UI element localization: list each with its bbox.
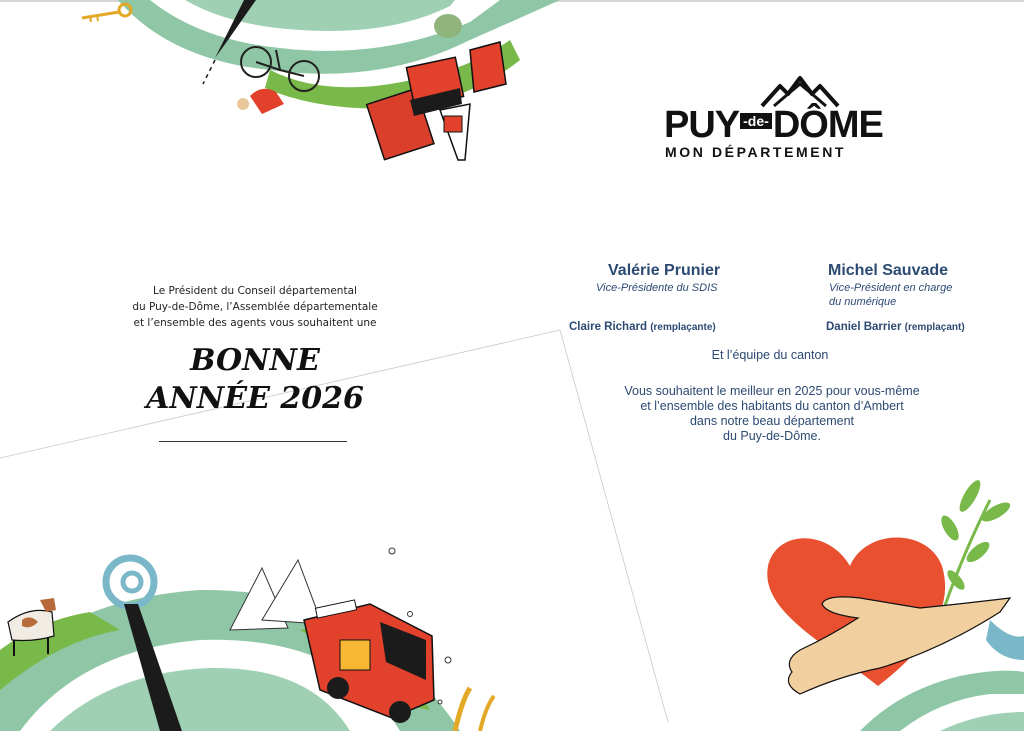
greeting-line: Le Président du Conseil départemental	[153, 285, 357, 297]
logo-puy: PUY	[664, 104, 740, 146]
substitute-name: Daniel Barrier	[826, 321, 902, 333]
headline-divider	[159, 441, 347, 442]
signatory-right-name: Michel Sauvade	[828, 262, 949, 279]
greeting-text	[110, 283, 400, 331]
logo-dome: DÔME	[772, 104, 883, 146]
signatory-left-role: Vice-Présidente du SDIS	[596, 282, 718, 294]
headline-line-2: ANNÉE 2026	[146, 381, 364, 416]
wheat-icon	[455, 688, 494, 731]
greeting-line: du Puy-de-Dôme, l’Assemblée départementale	[132, 301, 378, 313]
key-icon	[82, 4, 131, 22]
signatory-left-substitute	[569, 321, 716, 333]
mountain-logo-icon	[760, 72, 840, 108]
signatory-right-role	[829, 281, 952, 309]
canton-team-line: Et l’équipe du canton	[711, 348, 829, 362]
headline-line-1: BONNE	[190, 343, 320, 378]
message-line: dans notre beau département	[689, 414, 854, 428]
at-sign-icon	[106, 558, 154, 606]
puy-de-dome-logo	[660, 70, 883, 160]
signatory-left-name: Valérie Prunier	[608, 262, 721, 279]
signatory-right-substitute	[826, 321, 965, 333]
greeting-line: et l’ensemble des agents vous souhaitent une	[133, 317, 377, 329]
message-line: du Puy-de-Dôme.	[723, 429, 821, 443]
substitute-label: (remplaçante)	[650, 322, 716, 333]
logo-de: -de-	[740, 113, 772, 129]
substitute-name: Claire Richard	[569, 321, 647, 333]
new-year-headline	[110, 342, 400, 418]
substitute-label: (remplaçant)	[904, 322, 965, 333]
wishes-message	[600, 384, 944, 444]
role-line: du numérique	[829, 296, 897, 308]
logo-tagline: MON DÉPARTEMENT	[665, 144, 847, 160]
logo-wordmark	[664, 106, 883, 144]
message-line: Vous souhaitent le meilleur en 2025 pour vous-même	[624, 384, 920, 398]
message-line: et l’ensemble des habitants du canton d’Ambert	[640, 399, 904, 413]
role-line: Vice-Président en charge	[829, 282, 953, 294]
